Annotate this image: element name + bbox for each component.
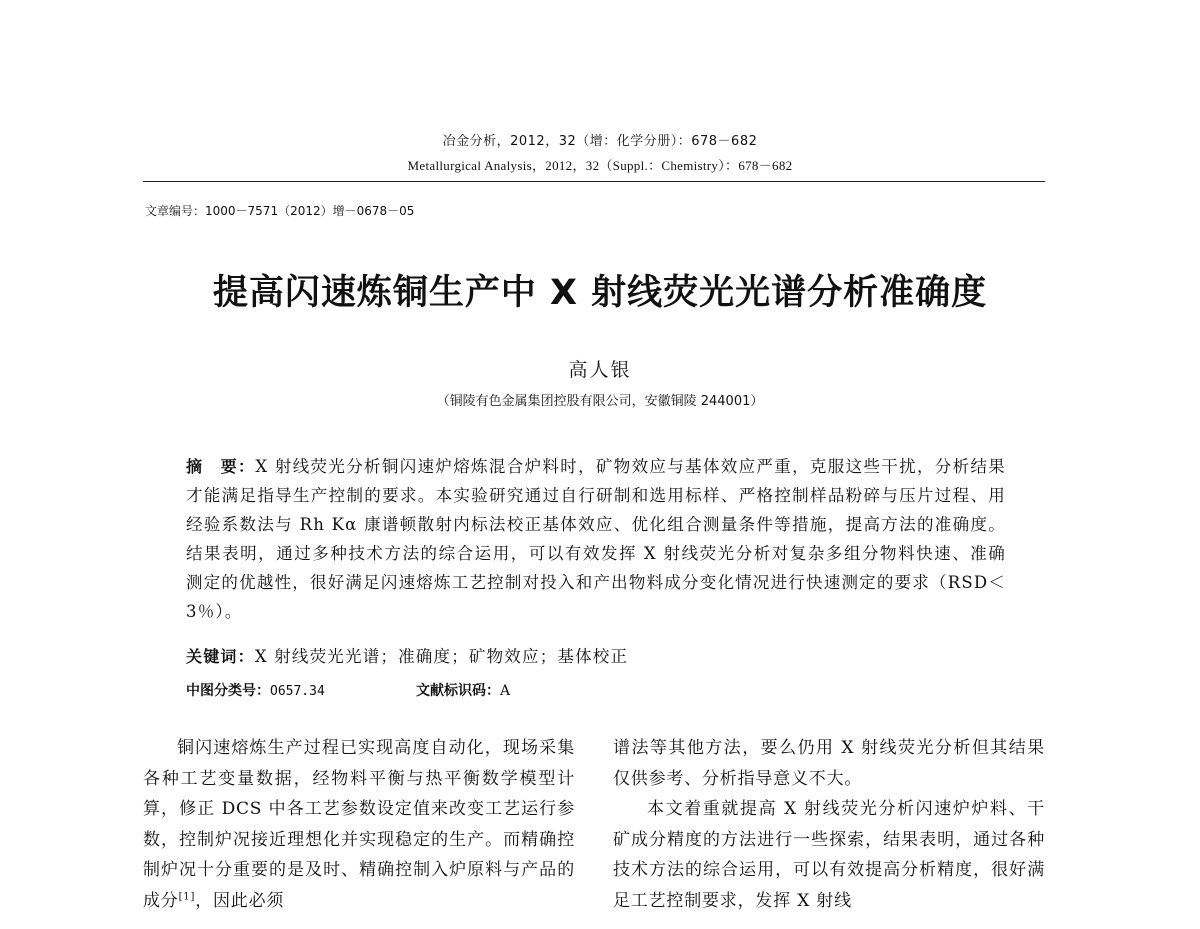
author-affiliation: （铜陵有色金属集团控股有限公司，安徽铜陵 244001） [436, 394, 764, 409]
author-name: 高人银 [568, 359, 632, 381]
body-paragraph [143, 733, 575, 916]
keywords-text: X 射线荧光光谱；准确度；矿物效应；基体校正 [254, 647, 629, 666]
keywords [186, 643, 1006, 667]
journal-citation-en: Metallurgical Analysis，2012，32（Suppl.：Chemistry）：678－682 [407, 158, 793, 173]
keywords-label: 关键词： [186, 647, 255, 666]
clc-code: O657.34 [270, 684, 325, 699]
paper-title: 提高闪速炼铜生产中 X 射线荧光光谱分析准确度 [212, 273, 988, 313]
document-code-group [416, 680, 510, 700]
doc-code-label: 文献标识码： [416, 683, 500, 699]
abstract-text: X 射线荧光分析铜闪速炉熔炼混合炉料时，矿物效应与基体效应严重，克服这些干扰，分析结果才能满足指导生产控制的要求。本实验研究通过自行研制和选用标样、严格控制样品粉碎与压片过程、用经验系数法与 Rh Kα 康谱顿散射内标法校正基体效应、优化组合测量条件等措施，提高方法的准确度。结果表明，通过多种技术方法的综合运用，可以有效发挥 X 射线荧光分析对复杂多组分物料快速、准确测定的优越性，很好满足闪速熔炼工艺控制对投入和产出物料成分变化情况进行快速测定的要求（RSD＜3％）。 [186, 457, 1006, 621]
article-number: 文章编号：1000－7571（2012）增－0678－05 [145, 204, 415, 218]
classification-line [186, 680, 1006, 700]
body-text-end: ，因此必须 [195, 890, 285, 911]
reference-mark: [1] [178, 890, 196, 902]
body-text: 铜闪速熔炼生产过程已实现高度自动化，现场采集各种工艺变量数据，经物料平衡与热平衡数学模型计算，修正 DCS 中各工艺参数设定值来改变工艺运行参数，控制炉况接近理想化并实现稳定的生产。而精确控制炉况十分重要的是及时、精确控制入炉原料与产品的成分 [143, 738, 575, 911]
doc-code: A [500, 683, 511, 699]
body-paragraph: 本文着重就提高 X 射线荧光分析闪速炉炉料、干矿成分精度的方法进行一些探索，结果表明，通过各种技术方法的综合运用，可以有效提高分析精度，很好满足工艺控制要求，发挥 X 射线 [613, 799, 1045, 911]
body-left-column [143, 733, 575, 916]
header-divider [143, 181, 1045, 182]
body-right-column [613, 733, 1045, 916]
abstract-label: 摘 要： [186, 457, 256, 476]
clc-label: 中图分类号： [186, 683, 270, 699]
journal-citation-cn: 冶金分析，2012，32（增：化学分册）：678－682 [442, 134, 758, 149]
abstract [186, 452, 1006, 626]
body-paragraph-continued: 谱法等其他方法，要么仍用 X 射线荧光分析但其结果仅供参考、分析指导意义不大。 [613, 738, 1045, 789]
